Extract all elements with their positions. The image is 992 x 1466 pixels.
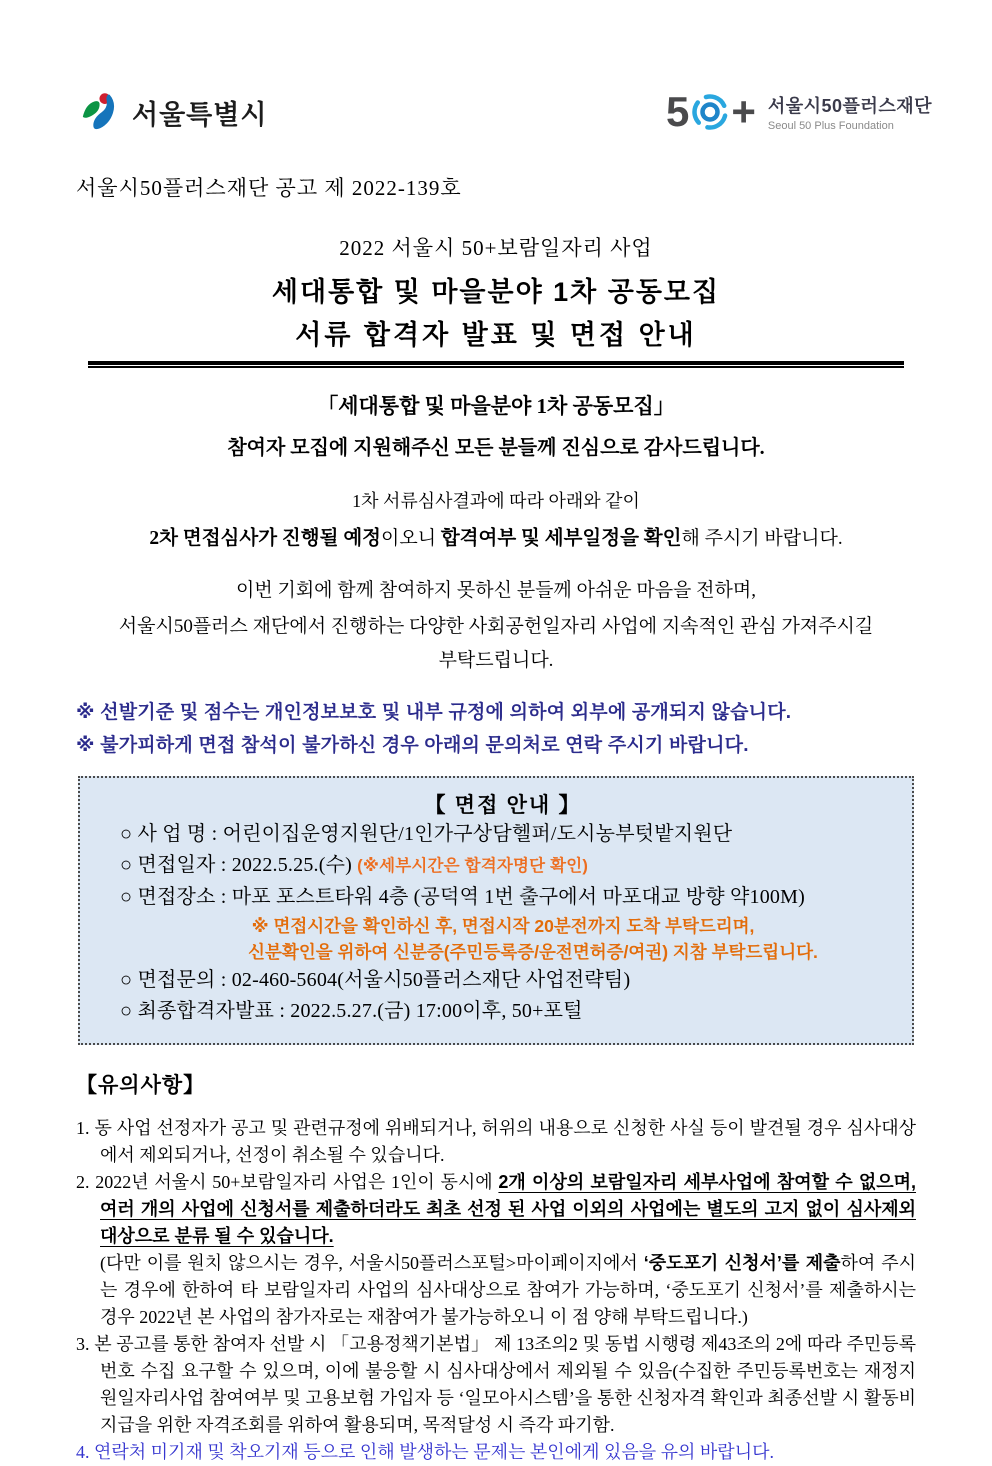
caution-2-regular: 2022년 서울시 50+보람일자리 사업은 1인이 동시에 xyxy=(95,1172,499,1192)
caution-item-4 xyxy=(76,1439,916,1466)
interview-date xyxy=(120,850,886,882)
closing-line3: 부탁드립니다. xyxy=(438,650,554,671)
remark-privacy: ※ 선발기준 및 점수는 개인정보보호 및 내부 규정에 의하여 외부에 공개되지 않습니다. xyxy=(76,702,792,723)
caution-1-text: 동 사업 선정자가 공고 및 관련규정에 위배되거나, 허위의 내용으로 신청한 사실 등이 발견될 경우 심사대상에서 제외되거나, 선정이 취소될 수 있습니다. xyxy=(94,1118,917,1165)
interview-box-title: 【 면접 안내 】 xyxy=(424,793,582,817)
interview-contact: ○ 면접문의 : 02-460-5604(서울시50플러스재단 사업전략팀) xyxy=(120,969,631,991)
caution-4-number: 4. xyxy=(76,1442,90,1462)
seoul-emblem-icon xyxy=(78,90,124,134)
title-subtitle: 2022 서울시 50+보람일자리 사업 xyxy=(339,236,653,260)
foundation-name-english: Seoul 50 Plus Foundation xyxy=(767,120,894,132)
cautions-heading: 【유의사항】 xyxy=(76,1073,206,1097)
interview-info-box xyxy=(78,776,914,1045)
schedule-bold-2: 합격여부 및 세부일정을 확인 xyxy=(440,528,682,549)
caution-2-paren-2: 하여 주시는 경우에 한하여 타 보람일자리 사업의 심사대상으로 참여가 가능하며, ‘중도포기 신청서’를 제출하시는 경우 2022년 본 사업의 참가자로는 재참여가 불가능하오니 이 점 양해 부탁드립니다.) xyxy=(100,1253,916,1327)
header xyxy=(76,88,932,146)
greeting-result-intro: 1차 서류심사결과에 따라 아래와 같이 xyxy=(352,491,640,511)
remark-contact: ※ 불가피하게 면접 참석이 불가하신 경우 아래의 문의처로 연락 주시기 바랍니다. xyxy=(76,735,749,756)
caution-item-1 xyxy=(76,1115,916,1169)
interview-place: ○ 면접장소 : 마포 포스트타워 4층 (공덕역 1번 출구에서 마포대교 방향 약100M) xyxy=(120,886,805,908)
foundation-name xyxy=(768,92,932,132)
interview-business-name: ○ 사 업 명 : 어린이집운영지원단/1인가구상담헬퍼/도시농부텃밭지원단 xyxy=(120,823,733,845)
interview-warning-line2: 신분확인을 위하여 신분증(주민등록증/운전면허증/여권) 지참 부탁드립니다. xyxy=(248,942,818,962)
caution-2-paren-1: (다만 이를 원치 않으시는 경우, 서울시50플러스포털>마이페이지에서 xyxy=(100,1253,644,1273)
interview-warning-line1: ※ 면접시간을 확인하신 후, 면접시작 20분전까지 도착 부탁드리며, xyxy=(251,916,755,936)
caution-2-paren-bold: ‘중도포기 신청서’를 제출 xyxy=(643,1253,841,1273)
foundation-circle-icon xyxy=(690,92,730,132)
title-block xyxy=(76,232,916,368)
caution-1-number: 1. xyxy=(76,1118,90,1138)
caution-2-bold-underline: 2개 이상의 보람일자리 세부사업에 참여할 수 없으며, 여러 개의 사업에 신청서를 제출하더라도 최초 선정 된 사업 이외의 사업에는 별도의 고지 없이 심사제외 대상으로 분류 될 수 있습니다. xyxy=(100,1172,917,1246)
final-announcement: ○ 최종합격자발표 : 2022.5.27.(금) 17:00이후, 50+포털 xyxy=(120,1000,583,1022)
cautions-list xyxy=(76,1115,916,1466)
greeting-recruit-title: 「세대통합 및 마을분야 1차 공동모집」 xyxy=(317,394,675,418)
greeting-section xyxy=(76,390,916,672)
interview-date-main: ○ 면접일자 : 2022.5.25.(수) xyxy=(120,854,358,876)
caution-3-number: 3. xyxy=(76,1334,90,1354)
interview-date-note: (※세부시간은 합격자명단 확인) xyxy=(357,857,589,875)
double-rule xyxy=(88,361,904,368)
notice-number: 서울시50플러스재단 공고 제 2022-139호 xyxy=(76,176,462,200)
caution-item-2-sub xyxy=(76,1250,916,1331)
foundation-logo-5: 5 xyxy=(665,88,690,135)
notice-remarks xyxy=(76,696,916,762)
seoul-city-logo xyxy=(78,90,267,134)
title-main-line2: 서류 합격자 발표 및 면접 안내 xyxy=(295,320,697,350)
closing-line1: 이번 기회에 함께 참여하지 못하신 분들께 아쉬운 마음을 전하며, xyxy=(236,580,756,601)
title-main-line1: 세대통합 및 마을분야 1차 공동모집 xyxy=(271,277,721,307)
foundation-name-korean: 서울시50플러스재단 xyxy=(767,96,932,116)
greeting-schedule-line xyxy=(76,522,916,550)
caution-2-number: 2. xyxy=(76,1172,90,1192)
foundation-logo-plus: + xyxy=(731,88,756,135)
schedule-regular-1: 이오니 xyxy=(381,528,441,549)
schedule-regular-2: 해 주시기 바랍니다. xyxy=(681,528,843,549)
schedule-bold-1: 2차 면접심사가 진행될 예정 xyxy=(149,528,381,549)
seoul-logo-label: 서울특별시 xyxy=(132,99,268,130)
foundation-logo xyxy=(665,88,932,135)
caution-4-text: 연락처 미기재 및 착오기재 등으로 인해 발생하는 문제는 본인에게 있음을 유의 바랍니다. xyxy=(94,1442,774,1462)
caution-item-2 xyxy=(76,1169,916,1250)
caution-3-text: 본 공고를 통한 참여자 선발 시 「고용정책기본법」 제 13조의2 및 동법 시행령 제43조의 2에 따라 주민등록번호 수집 요구할 수 있으며, 이에 불응할 시 심사대상에서 제외될 수 있음(수집한 주민등록번호는 재정지원일자리사업 참여여부 및 고용보험 가입자 등 ‘일모아시스템’을 통한 신청자격 확인과 최종선발 시 활동비 지급을 위한 자격조회를 위하여 활용되며, 목적달성 시 즉각 파기함. xyxy=(94,1334,916,1435)
caution-item-3 xyxy=(76,1331,916,1439)
closing-line2: 서울시50플러스 재단에서 진행하는 다양한 사회공헌일자리 사업에 지속적인 관심 가져주시길 xyxy=(118,616,874,637)
greeting-thanks: 참여자 모집에 지원해주신 모든 분들께 진심으로 감사드립니다. xyxy=(227,437,765,459)
